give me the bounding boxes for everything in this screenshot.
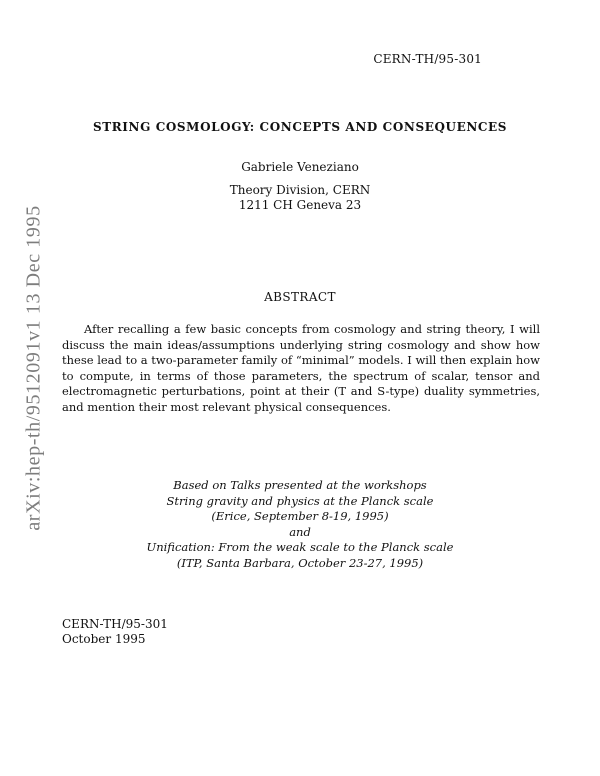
footer-report-number: CERN-TH/95-301 xyxy=(62,617,168,631)
footer-block xyxy=(62,617,168,647)
author-block xyxy=(0,160,600,213)
affiliation-line-1: Theory Division, CERN xyxy=(229,183,371,197)
affiliation-line-2: 1211 CH Geneva 23 xyxy=(238,198,362,212)
author-name: Gabriele Veneziano xyxy=(241,160,359,174)
footer-date: October 1995 xyxy=(62,632,146,646)
paper-title: STRING COSMOLOGY: CONCEPTS AND CONSEQUENCES xyxy=(92,120,508,134)
talk-note-line-5: Unification: From the weak scale to the Planck scale xyxy=(146,540,454,554)
talk-note-line-2: String gravity and physics at the Planck scale xyxy=(166,493,434,508)
talk-note-line-3: (Erice, September 8-19, 1995) xyxy=(211,509,389,523)
abstract-text: After recalling a few basic concepts from cosmology and string theory, I will discuss the main ideas/assumptions underlying string cosmology and show how these lead to a two-parameter family of “minimal” models. I will then explain how to compute, in terms of those parameters, the spectrum of scalar, tensor and electromagnetic perturbations, point at their (T and S-type) duality symmetries, and mention their most relevant physical consequences. xyxy=(62,322,540,414)
talk-note-line-1: Based on Talks presented at the workshops xyxy=(173,478,427,492)
report-number-top: CERN-TH/95-301 xyxy=(373,52,482,66)
arxiv-stamp: arXiv:hep-th/9512091v1 13 Dec 1995 xyxy=(22,205,45,531)
talk-note-line-4: and xyxy=(289,524,311,539)
talk-note-line-6: (ITP, Santa Barbara, October 23-27, 1995) xyxy=(176,555,424,570)
abstract-heading: ABSTRACT xyxy=(264,290,336,304)
talk-note xyxy=(0,478,600,571)
